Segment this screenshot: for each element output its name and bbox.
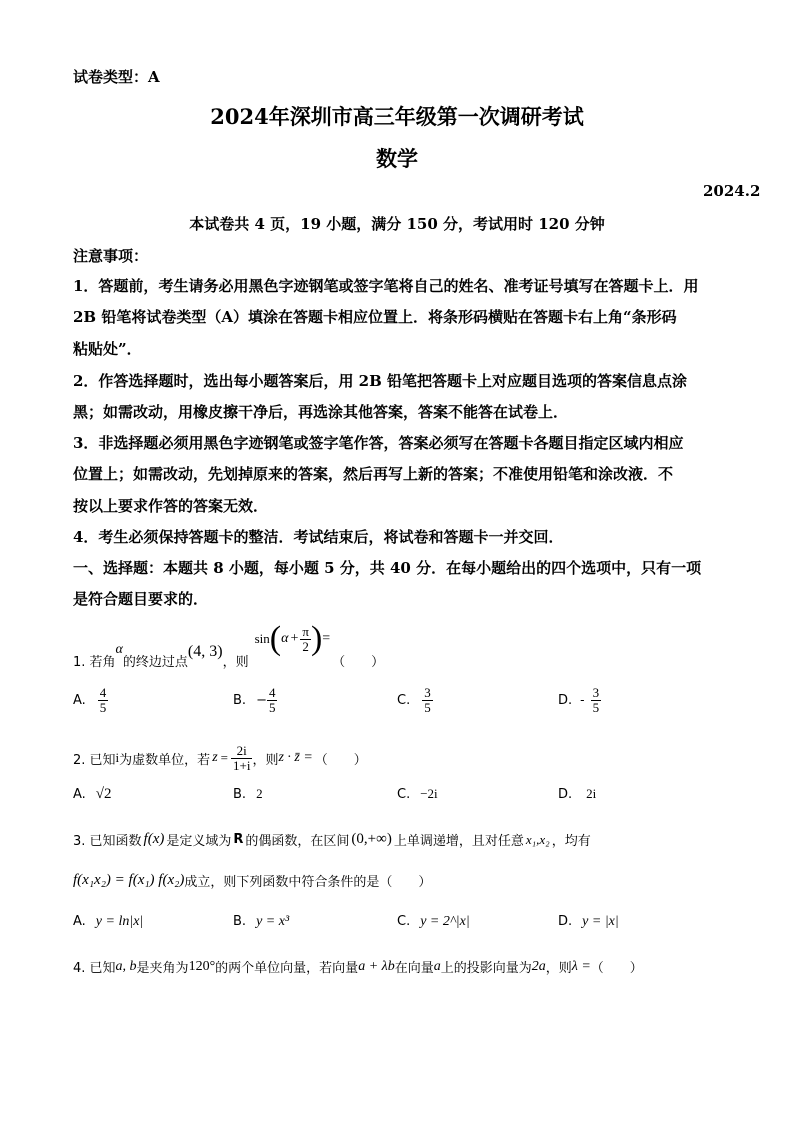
option-label: B.	[233, 914, 247, 929]
notes-line: 按以上要求作答的答案无效．	[73, 497, 269, 515]
q1-prefix: 1. 若角	[73, 654, 116, 670]
option-label: A.	[73, 787, 86, 802]
notes-line: 2B 铅笔将试卷类型（A）填涂在答题卡相应位置上．将条形码横贴在答题卡右上角“条形码	[73, 308, 677, 326]
q2-eq: =	[220, 750, 228, 765]
q4-vecs: a, b	[115, 958, 137, 974]
q4-lambda: λ =	[571, 958, 591, 974]
notes-line: 1．答题前，考生请务必用黑色字迹钢笔或签字笔将自己的姓名、准考证号填写在答题卡上．用	[73, 277, 699, 295]
q3-option-c	[397, 914, 470, 930]
option-label: D.	[558, 914, 573, 929]
paper-type: 试卷类型：A	[73, 68, 160, 86]
q3-option-b	[233, 914, 289, 930]
page-title: 2024年深圳市高三年级第一次调研考试	[210, 104, 584, 129]
option-label: A.	[73, 914, 86, 929]
exam-info: 本试卷共 4 页，19 小题，满分 150 分，考试用时 120 分钟	[189, 215, 605, 233]
option-value: y = 2^|x|	[420, 914, 470, 929]
q1-options	[73, 686, 633, 726]
option-label: C.	[397, 787, 411, 802]
q1-plus: +	[290, 631, 299, 646]
q4-angle: 120°	[188, 958, 216, 974]
q1-alpha: α	[115, 642, 123, 657]
q2-option-a	[73, 786, 112, 803]
q2-option-b	[233, 786, 263, 802]
q4-proj: 2a	[531, 958, 546, 974]
q1-point-value: 4, 3	[193, 643, 218, 660]
option-fraction	[422, 686, 433, 714]
notes-line: 3．非选择题必须用黑色字迹钢笔或签字笔作答，答案必须写在答题卡各题目指定区域内相应	[73, 434, 684, 452]
question-1	[73, 620, 384, 680]
q1-frac-num: π	[302, 623, 309, 639]
frac-den: 5	[268, 699, 276, 715]
q2-z: z	[212, 750, 218, 765]
q1-option-a	[73, 686, 108, 714]
q1-blank: （ ）	[332, 654, 385, 670]
option-value: 2	[256, 786, 263, 801]
q2-blank: （ ）	[314, 752, 367, 768]
q3-mid: 是定义域为	[166, 834, 232, 849]
q4-blank: （ ）	[590, 961, 643, 976]
q1-option-b	[233, 686, 277, 714]
q3-interval: (0,+∞)	[351, 831, 392, 847]
option-value: 2i	[586, 786, 597, 801]
q3-rest: 成立，则下列函数中符合条件的是（ ）	[184, 875, 432, 890]
q4-vec-a: a	[433, 958, 441, 974]
q4-mid2: 的两个单位向量，若向量	[215, 961, 359, 976]
q3-vars: x₁,x₂	[525, 831, 550, 847]
notes-line: 2．作答选择题时，选出每小题答案后，用 2B 铅笔把答题卡上对应题目选项的答案信息点涂	[73, 372, 688, 390]
q1-point: (4, 3)	[187, 643, 223, 660]
q4-mid4: 上的投影向量为	[440, 961, 532, 976]
q4-prefix: 4. 已知	[73, 961, 116, 976]
q3-fx: f(x)	[143, 831, 165, 847]
notes-line: 粘贴处”．	[73, 340, 142, 358]
notes-line: 4．考生必须保持答题卡的整洁．考试结束后，将试卷和答题卡一并交回．	[73, 528, 564, 546]
option-value: y = |x|	[582, 914, 619, 929]
question-3-line2	[73, 871, 431, 890]
notes-line: 黑；如需改动，用橡皮擦干净后，再选涂其他答案，答案不能答在试卷上．	[73, 403, 569, 421]
q1-expr-alpha: α	[281, 631, 289, 646]
notes-heading: 注意事项：	[73, 247, 149, 265]
q1-then: ，则	[222, 654, 249, 670]
option-label: B.	[233, 692, 247, 708]
q3-option-d	[558, 914, 619, 930]
q4-mid: 是夹角为	[136, 961, 189, 976]
q3-end: ，均有	[551, 834, 591, 849]
frac-den: 5	[99, 699, 107, 715]
frac-den: 5	[592, 699, 600, 715]
q1-sin: sin	[254, 631, 270, 646]
question-3	[73, 830, 591, 849]
q2-options	[73, 786, 633, 810]
frac-num: 4	[268, 685, 276, 700]
option-label: A.	[73, 692, 86, 708]
option-sign: -	[580, 692, 585, 708]
q1-option-c	[397, 686, 433, 714]
frac-num: 4	[99, 685, 107, 700]
q4-mid3: 在向量	[394, 961, 434, 976]
section-heading-cont: 是符合题目要求的．	[73, 590, 209, 608]
q2-then: ，则	[252, 752, 279, 768]
q1-mid: 的终边过点	[122, 654, 188, 670]
q3-eq: f(x₁x₂) = f(x₁) f(x₂)	[73, 872, 185, 888]
q2-option-c	[397, 786, 438, 802]
subject-title: 数学	[376, 146, 418, 171]
q2-frac-num: 2i	[236, 742, 247, 758]
option-value: y = x³	[256, 914, 290, 929]
option-sign: −	[256, 692, 267, 708]
option-label: B.	[233, 787, 247, 802]
q2-expr: z · z̄ =	[278, 750, 313, 765]
option-fraction	[591, 686, 602, 714]
exam-date: 2024.2	[703, 182, 761, 200]
q2-fraction	[231, 744, 252, 772]
q2-mid: 为虚数单位，若	[119, 752, 211, 768]
notes-line: 位置上；如需改动，先划掉原来的答案，然后再写上新的答案；不准使用铅笔和涂改液．不	[73, 465, 674, 483]
q3-option-a	[73, 914, 143, 930]
option-label: D.	[558, 787, 573, 802]
option-label: C.	[397, 692, 411, 708]
q3-options	[73, 914, 633, 938]
option-fraction	[267, 686, 278, 714]
option-value: √2	[95, 786, 112, 802]
q3-R: R	[233, 832, 244, 847]
q3-prefix: 3. 已知函数	[73, 834, 142, 849]
section-heading: 一、选择题：本题共 8 小题，每小题 5 分，共 40 分．在每小题给出的四个选项中，只有一项	[73, 559, 702, 577]
frac-num: 3	[424, 685, 431, 700]
q1-option-d	[558, 686, 601, 714]
question-2	[73, 738, 367, 778]
option-value: y = ln|x|	[95, 914, 144, 929]
option-label: D.	[558, 692, 573, 708]
q2-prefix: 2. 已知	[73, 752, 116, 768]
option-label: C.	[397, 914, 411, 929]
q2-frac-den: 1+i	[232, 757, 251, 773]
q4-vec-expr: a + λb	[358, 958, 395, 974]
q1-fraction	[300, 625, 311, 653]
q1-expression	[255, 622, 331, 656]
frac-den: 5	[424, 699, 431, 715]
option-fraction	[98, 686, 109, 714]
q1-frac-den: 2	[302, 638, 309, 654]
q1-eq: =	[322, 631, 331, 646]
q3-mid2: 的偶函数，在区间	[245, 834, 350, 849]
q1-paren-left: (	[269, 620, 282, 657]
frac-num: 3	[592, 685, 600, 700]
question-4	[73, 957, 643, 976]
q4-end: ，则	[545, 961, 572, 976]
option-value: −2i	[420, 786, 438, 801]
q2-option-d	[558, 786, 596, 802]
q1-paren-right: )	[310, 620, 323, 657]
q3-mid3: 上单调递增，且对任意	[393, 834, 524, 849]
q2-i: i	[115, 750, 120, 765]
